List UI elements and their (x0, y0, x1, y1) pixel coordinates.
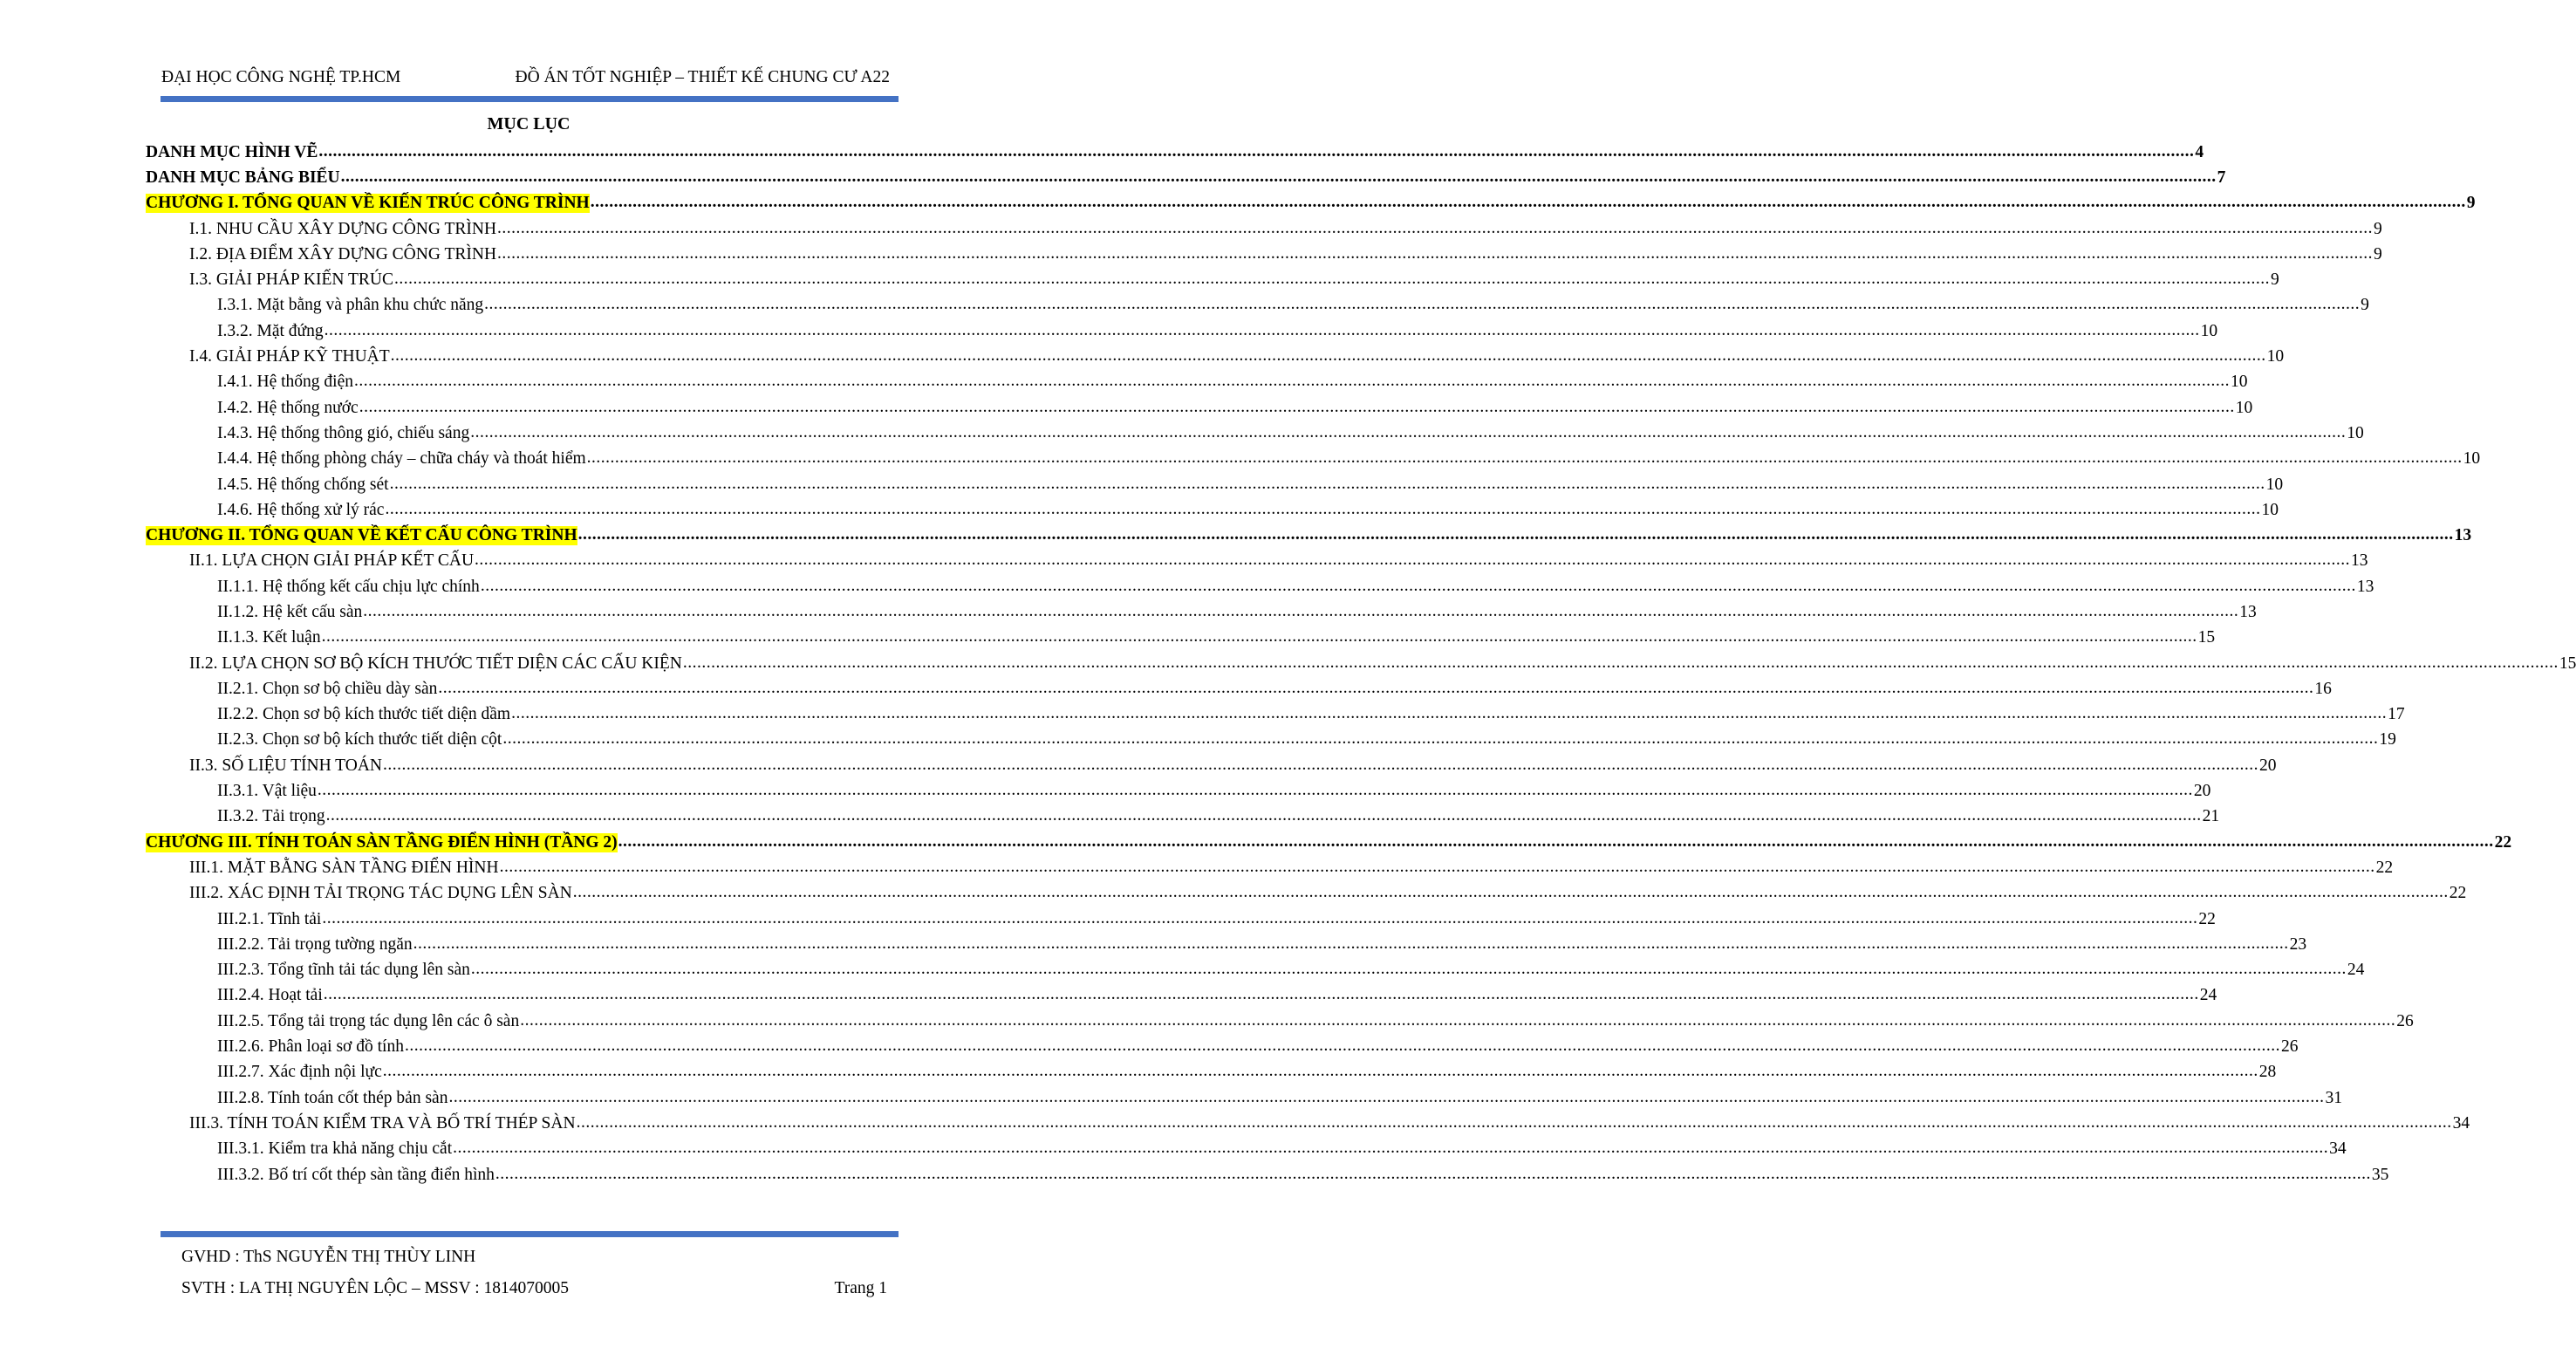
toc-entry-page: 10 (2347, 423, 2364, 442)
toc-entry-title: II.3. SỐ LIỆU TÍNH TOÁN (189, 756, 382, 775)
toc-leader-dots: ................................................................................................................................................................................................................................................................................................................................................................................................................ (520, 1010, 2396, 1030)
toc-leader-dots: ................................................................................................................................................................................................................................................................................................................................................................................................................ (590, 193, 2466, 212)
toc-title: MỤC LỤC (487, 114, 571, 133)
toc-entry-page: 15 (2559, 654, 2576, 673)
toc-entry[interactable] (146, 1060, 2277, 1085)
toc-entry-title: III.2.4. Hoạt tải (217, 986, 323, 1005)
toc-entry-page: 10 (2235, 398, 2253, 417)
toc-entry-page: 20 (2258, 756, 2277, 775)
toc-entry[interactable] (146, 1111, 2470, 1136)
toc-leader-dots: ................................................................................................................................................................................................................................................................................................................................................................................................................ (453, 1139, 2329, 1158)
toc-leader-dots: ................................................................................................................................................................................................................................................................................................................................................................................................................ (470, 422, 2347, 441)
toc-leader-dots: ................................................................................................................................................................................................................................................................................................................................................................................................................ (353, 372, 2230, 391)
toc-leader-dots: ................................................................................................................................................................................................................................................................................................................................................................................................................ (325, 806, 2202, 825)
toc-leader-dots: ................................................................................................................................................................................................................................................................................................................................................................................................................ (502, 729, 2379, 749)
toc-entry[interactable] (146, 958, 2365, 983)
toc-entry-page: 34 (2329, 1139, 2347, 1159)
toc-leader-dots: ................................................................................................................................................................................................................................................................................................................................................................................................................ (317, 781, 2193, 800)
toc-entry-title: I.4. GIẢI PHÁP KỸ THUẬT (189, 347, 390, 366)
toc-entry-title: III.3.2. Bố trí cốt thép sàn tầng điển hình (217, 1165, 495, 1184)
toc-entry[interactable] (146, 497, 2279, 523)
toc-entry[interactable] (146, 830, 2512, 855)
toc-leader-dots: ................................................................................................................................................................................................................................................................................................................................................................................................................ (389, 474, 2265, 493)
toc-entry[interactable] (146, 907, 2216, 932)
toc-entry-page: 4 (2195, 142, 2204, 161)
toc-entry[interactable] (146, 702, 2405, 728)
toc-entry-title: III.2. XÁC ĐỊNH TẢI TRỌNG TÁC DỤNG LÊN SÀN (189, 884, 572, 903)
toc-entry-page: 26 (2280, 1037, 2299, 1057)
toc-entry-page: 16 (2314, 679, 2332, 698)
toc-entry[interactable] (146, 1162, 2389, 1187)
toc-entry-title: II.2.2. Chọn sơ bộ kích thước tiết diện dầm (217, 705, 511, 724)
toc-entry-page: 22 (2198, 909, 2216, 928)
toc-entry-page: 31 (2325, 1088, 2342, 1107)
toc-entry[interactable] (146, 472, 2284, 497)
toc-entry-title: I.4.3. Hệ thống thông gió, chiếu sáng (217, 423, 470, 442)
toc-leader-dots: ................................................................................................................................................................................................................................................................................................................................................................................................................ (413, 934, 2289, 953)
toc-entry[interactable] (146, 395, 2253, 421)
toc-entry[interactable] (146, 267, 2279, 292)
toc-entry-page: 10 (2266, 347, 2285, 366)
toc-entry-title: I.4.2. Hệ thống nước (217, 398, 359, 417)
toc-entry-title: DANH MỤC BẢNG BIỂU (146, 168, 340, 187)
toc-entry-page: 20 (2193, 782, 2211, 801)
toc-entry-page: 34 (2452, 1113, 2470, 1133)
toc-entry[interactable] (146, 932, 2307, 957)
toc-entry-page: 24 (2199, 986, 2217, 1005)
page-header (161, 68, 890, 94)
toc-entry-title: DANH MỤC HÌNH VẼ (146, 142, 318, 161)
toc-leader-dots: ................................................................................................................................................................................................................................................................................................................................................................................................................ (390, 346, 2266, 366)
toc-entry-page: 10 (2261, 500, 2279, 519)
toc-entry[interactable] (146, 574, 2374, 599)
toc-leader-dots: ................................................................................................................................................................................................................................................................................................................................................................................................................ (404, 1037, 2280, 1056)
toc-entry-title: III.2.3. Tổng tĩnh tải tác dụng lên sàn (217, 961, 470, 980)
toc-entry-page: 10 (2265, 475, 2284, 494)
toc-entry[interactable] (146, 983, 2217, 1009)
toc-entry-title: CHƯƠNG II. TỔNG QUAN VỀ KẾT CẤU CÔNG TRÌNH (146, 526, 577, 545)
toc-entry-title: I.4.4. Hệ thống phòng cháy – chữa cháy và thoát hiểm (217, 449, 586, 469)
toc-entry[interactable] (146, 1034, 2299, 1059)
toc-leader-dots: ................................................................................................................................................................................................................................................................................................................................................................................................................ (576, 1112, 2452, 1132)
toc-entry-title: III.3.1. Kiểm tra khả năng chịu cắt (217, 1139, 453, 1159)
page-number: Trang 1 (834, 1279, 887, 1297)
toc-entry-page: 9 (2374, 244, 2382, 263)
toc-entry[interactable] (146, 191, 2476, 216)
toc-entry[interactable] (146, 753, 2277, 778)
toc-entry-title: I.4.5. Hệ thống chống sét (217, 475, 389, 494)
toc-leader-dots: ................................................................................................................................................................................................................................................................................................................................................................................................................ (438, 678, 2314, 697)
toc-entry-title: III.2.2. Tải trọng tường ngăn (217, 934, 413, 954)
toc-leader-dots: ................................................................................................................................................................................................................................................................................................................................................................................................................ (572, 883, 2449, 902)
toc-entry-page: 9 (2271, 270, 2279, 290)
toc-leader-dots: ................................................................................................................................................................................................................................................................................................................................................................................................................ (324, 320, 2200, 339)
toc-entry[interactable] (146, 1137, 2347, 1162)
toc-entry-title: II.1.3. Kết luận (217, 628, 321, 647)
toc-entry[interactable] (146, 344, 2285, 369)
toc-entry-page: 22 (2449, 884, 2467, 903)
toc-entry-page: 26 (2396, 1011, 2414, 1030)
toc-entry[interactable] (146, 549, 2368, 574)
footer-student: SVTH : LA THỊ NGUYÊN LỘC – MSSV : 1814070005 (181, 1279, 570, 1297)
toc-entry-page: 13 (2454, 526, 2472, 545)
toc-entry[interactable] (146, 855, 2394, 880)
toc-entry-page: 22 (2494, 832, 2512, 852)
toc-entry-page: 7 (2217, 168, 2226, 187)
toc-entry-title: III.2.7. Xác định nội lực (217, 1063, 382, 1082)
toc-entry-title: III.2.8. Tính toán cốt thép bản sàn (217, 1088, 448, 1107)
toc-entry[interactable] (146, 447, 2481, 472)
toc-entry-page: 24 (2347, 961, 2365, 980)
toc-leader-dots: ................................................................................................................................................................................................................................................................................................................................................................................................................ (497, 243, 2374, 263)
toc-entry[interactable] (146, 651, 2576, 676)
toc-entry[interactable] (146, 523, 2472, 548)
toc-leader-dots: ................................................................................................................................................................................................................................................................................................................................................................................................................ (470, 960, 2347, 979)
toc-entry-page: 28 (2258, 1063, 2277, 1082)
toc-entry-page: 17 (2388, 705, 2405, 724)
toc-entry[interactable] (146, 421, 2364, 446)
toc-entry[interactable] (146, 293, 2369, 318)
toc-entry-title: II.2.1. Chọn sơ bộ chiều dày sàn (217, 679, 438, 698)
toc-leader-dots: ................................................................................................................................................................................................................................................................................................................................................................................................................ (511, 704, 2388, 723)
toc-entry-page: 15 (2197, 628, 2216, 647)
toc-entry-page: 19 (2379, 730, 2396, 749)
toc-entry[interactable] (146, 728, 2396, 753)
toc-entry-title: II.3.2. Tải trọng (217, 807, 325, 826)
toc-leader-dots: ................................................................................................................................................................................................................................................................................................................................................................................................................ (359, 397, 2235, 416)
header-rule (161, 96, 899, 102)
toc-entry[interactable] (146, 216, 2382, 242)
toc-entry-title: I.2. ĐỊA ĐIỂM XÂY DỰNG CÔNG TRÌNH (189, 244, 497, 263)
toc-leader-dots: ................................................................................................................................................................................................................................................................................................................................................................................................................ (321, 627, 2197, 647)
toc-entry-page: 9 (2361, 296, 2369, 315)
toc-entry-title: CHƯƠNG I. TỔNG QUAN VỀ KIẾN TRÚC CÔNG TRÌNH (146, 194, 590, 213)
toc-entry-page: 10 (2463, 449, 2481, 469)
toc-entry[interactable] (146, 804, 2220, 830)
toc-entry-page: 22 (2375, 858, 2394, 877)
toc-leader-dots: ................................................................................................................................................................................................................................................................................................................................................................................................................ (480, 576, 2356, 595)
toc-entry-title: I.3. GIẢI PHÁP KIẾN TRÚC (189, 270, 393, 290)
toc-entry-title: I.3.1. Mặt bằng và phân khu chức năng (217, 296, 484, 315)
toc-leader-dots: ................................................................................................................................................................................................................................................................................................................................................................................................................ (385, 499, 2261, 518)
toc-entry-page: 13 (2356, 577, 2374, 596)
toc-leader-dots: ................................................................................................................................................................................................................................................................................................................................................................................................................ (318, 141, 2195, 161)
toc-leader-dots: ................................................................................................................................................................................................................................................................................................................................................................................................................ (499, 857, 2375, 876)
toc-entry[interactable] (146, 318, 2218, 344)
toc-leader-dots: ................................................................................................................................................................................................................................................................................................................................................................................................................ (322, 908, 2198, 927)
toc-leader-dots: ................................................................................................................................................................................................................................................................................................................................................................................................................ (577, 525, 2454, 544)
header-university: ĐẠI HỌC CÔNG NGHỆ TP.HCM (161, 68, 401, 86)
toc-entry[interactable] (146, 1009, 2414, 1034)
toc-entry-page: 13 (2239, 602, 2257, 621)
toc-entry-title: II.3.1. Vật liệu (217, 782, 317, 801)
footer-advisor: GVHD : ThS NGUYỄN THỊ THÙY LINH (181, 1248, 476, 1266)
toc-entry-title: I.1. NHU CẦU XÂY DỰNG CÔNG TRÌNH (189, 219, 497, 238)
toc-leader-dots: ................................................................................................................................................................................................................................................................................................................................................................................................................ (484, 295, 2361, 314)
toc-entry[interactable] (146, 881, 2467, 907)
toc-entry[interactable] (146, 599, 2257, 625)
toc-entry-title: I.3.2. Mặt đứng (217, 321, 324, 340)
toc-leader-dots: ................................................................................................................................................................................................................................................................................................................................................................................................................ (382, 755, 2258, 774)
toc-entry-page: 13 (2351, 551, 2368, 571)
toc-entry-title: III.3. TÍNH TOÁN KIỂM TRA VÀ BỐ TRÍ THÉP SÀN (189, 1113, 576, 1133)
toc-entry-page: 35 (2371, 1165, 2389, 1184)
toc-entry-title: II.1.2. Hệ kết cấu sàn (217, 602, 363, 621)
toc-entry-page: 10 (2200, 321, 2218, 340)
toc-leader-dots: ................................................................................................................................................................................................................................................................................................................................................................................................................ (618, 831, 2494, 851)
toc-entry-page: 10 (2230, 373, 2248, 392)
header-project: ĐỒ ÁN TỐT NGHIỆP – THIẾT KẾ CHUNG CƯ A22 (515, 68, 890, 86)
toc-entry-title: III.2.6. Phân loại sơ đồ tính (217, 1037, 404, 1057)
footer-rule (161, 1231, 899, 1237)
toc-leader-dots: ................................................................................................................................................................................................................................................................................................................................................................................................................ (448, 1087, 2325, 1106)
toc-entry-title: II.2. LỰA CHỌN SƠ BỘ KÍCH THƯỚC TIẾT DIỆN CÁC CẤU KIỆN (189, 654, 682, 673)
toc-leader-dots: ................................................................................................................................................................................................................................................................................................................................................................................................................ (495, 1164, 2371, 1183)
table-of-contents (146, 140, 2576, 1187)
toc-leader-dots: ................................................................................................................................................................................................................................................................................................................................................................................................................ (394, 270, 2270, 289)
toc-entry-page: 9 (2374, 219, 2382, 238)
toc-entry-title: CHƯƠNG III. TÍNH TOÁN SÀN TẦNG ĐIỂN HÌNH (TẦNG 2) (146, 832, 618, 852)
toc-entry[interactable] (146, 676, 2332, 701)
toc-entry[interactable] (146, 370, 2248, 395)
toc-entry-title: I.4.6. Hệ thống xử lý rác (217, 500, 385, 519)
toc-leader-dots: ................................................................................................................................................................................................................................................................................................................................................................................................................ (340, 167, 2217, 186)
toc-entry[interactable] (146, 778, 2211, 804)
toc-entry-title: I.4.1. Hệ thống điện (217, 373, 353, 392)
toc-leader-dots: ................................................................................................................................................................................................................................................................................................................................................................................................................ (323, 985, 2199, 1004)
toc-entry-page: 23 (2289, 934, 2307, 954)
toc-entry[interactable] (146, 140, 2204, 165)
toc-entry-page: 21 (2202, 807, 2220, 826)
toc-leader-dots: ................................................................................................................................................................................................................................................................................................................................................................................................................ (586, 448, 2463, 468)
toc-leader-dots: ................................................................................................................................................................................................................................................................................................................................................................................................................ (475, 551, 2351, 570)
toc-leader-dots: ................................................................................................................................................................................................................................................................................................................................................................................................................ (363, 601, 2239, 620)
toc-entry-title: III.2.5. Tổng tải trọng tác dụng lên các ô sàn (217, 1011, 520, 1030)
toc-entry[interactable] (146, 626, 2216, 651)
toc-entry-title: II.2.3. Chọn sơ bộ kích thước tiết diện cột (217, 730, 502, 749)
toc-leader-dots: ................................................................................................................................................................................................................................................................................................................................................................................................................ (382, 1062, 2258, 1081)
toc-leader-dots: ................................................................................................................................................................................................................................................................................................................................................................................................................ (682, 653, 2559, 672)
toc-entry-title: III.1. MẶT BẰNG SÀN TẦNG ĐIỂN HÌNH (189, 858, 499, 877)
toc-entry[interactable] (146, 165, 2226, 190)
toc-entry[interactable] (146, 242, 2382, 267)
toc-entry[interactable] (146, 1085, 2342, 1111)
toc-entry-title: II.1. LỰA CHỌN GIẢI PHÁP KẾT CẤU (189, 551, 475, 571)
toc-entry-page: 9 (2466, 194, 2476, 213)
toc-entry-title: II.1.1. Hệ thống kết cấu chịu lực chính (217, 577, 480, 596)
toc-entry-title: III.2.1. Tĩnh tải (217, 909, 322, 928)
toc-leader-dots: ................................................................................................................................................................................................................................................................................................................................................................................................................ (497, 218, 2374, 237)
